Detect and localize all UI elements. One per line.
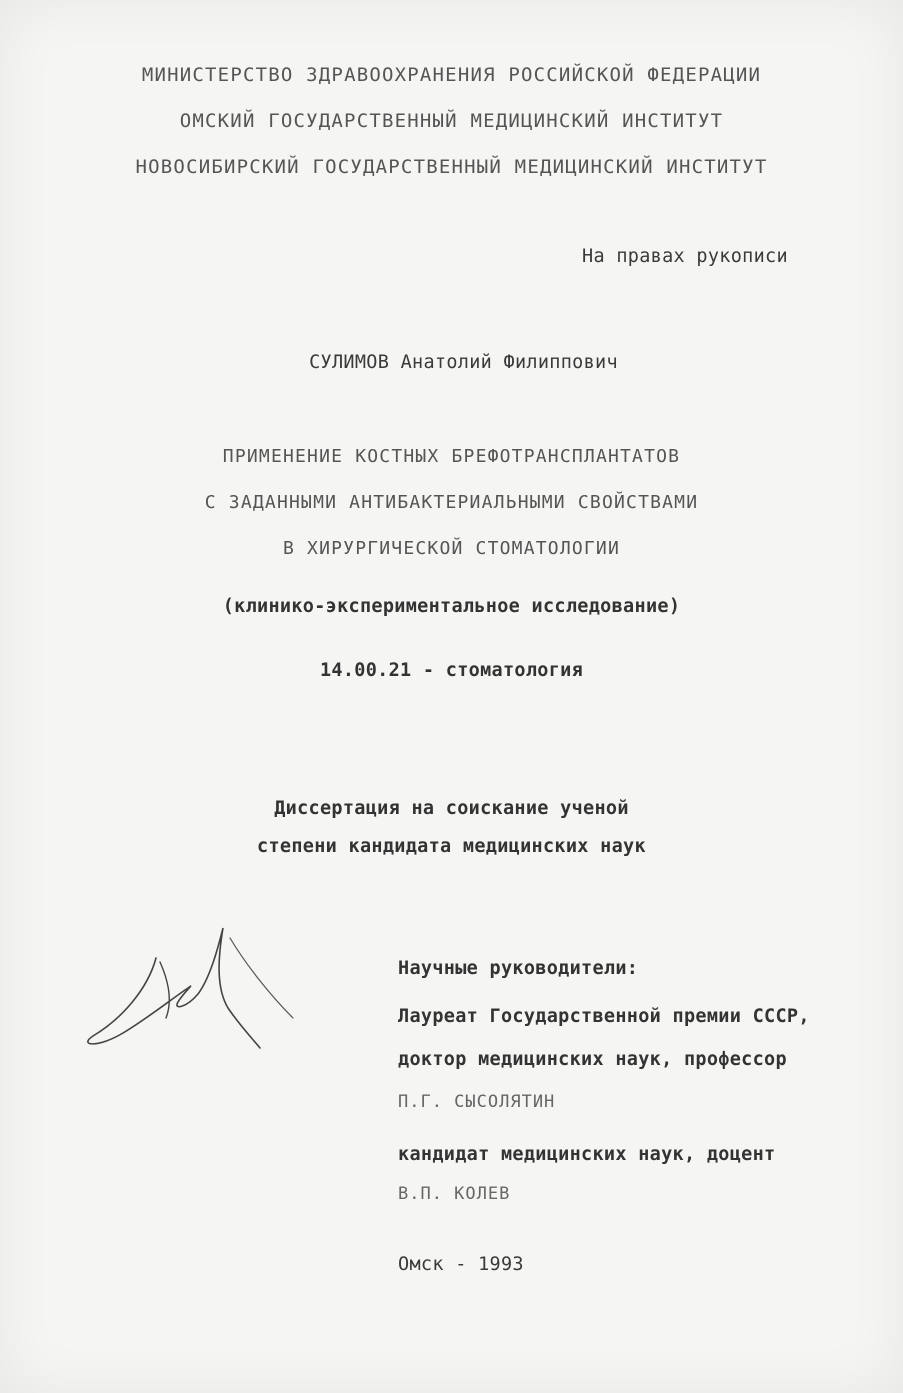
- title-line-1: ПРИМЕНЕНИЕ КОСТНЫХ БРЕФОТРАНСПЛАНТАТОВ: [222, 446, 681, 467]
- supervisor-1-title-line-1: Лауреат Государственной премии СССР,: [398, 1006, 810, 1027]
- title-line-2: С ЗАДАННЫМИ АНТИБАКТЕРИАЛЬНЫМИ СВОЙСТВАМИ: [204, 492, 699, 513]
- institute-line-1: ОМСКИЙ ГОСУДАРСТВЕННЫЙ МЕДИЦИНСКИЙ ИНСТИТУТ: [179, 110, 724, 132]
- handwritten-signature: [78, 918, 308, 1068]
- degree-line-1: Диссертация на соискание ученой: [274, 798, 629, 819]
- ministry-line: МИНИСТЕРСТВО ЗДРАВООХРАНЕНИЯ РОССИЙСКОЙ ФЕДЕРАЦИИ: [141, 64, 762, 86]
- supervisor-1-name: П.Г. СЫСОЛЯТИН: [398, 1092, 556, 1112]
- author-name: СУЛИМОВ Анатолий Филиппович: [309, 352, 618, 373]
- title-line-3: В ХИРУРГИЧЕСКОЙ СТОМАТОЛОГИИ: [282, 538, 621, 559]
- specialty-code: 14.00.21 - стоматология: [319, 660, 584, 681]
- manuscript-note: На правах рукописи: [582, 246, 788, 267]
- supervisor-2-title: кандидат медицинских наук, доцент: [398, 1144, 776, 1165]
- institute-line-2: НОВОСИБИРСКИЙ ГОСУДАРСТВЕННЫЙ МЕДИЦИНСКИЙ ИНСТИТУТ: [135, 156, 768, 178]
- supervisor-2-name: В.П. КОЛЕВ: [398, 1184, 511, 1204]
- supervisor-1-title-line-2: доктор медицинских наук, профессор: [398, 1049, 787, 1070]
- supervisors-heading: Научные руководители:: [398, 958, 639, 979]
- study-type: (клинико-экспериментальное исследование): [222, 596, 681, 617]
- place-and-year: Омск - 1993: [398, 1254, 524, 1275]
- degree-line-2: степени кандидата медицинских наук: [257, 836, 646, 857]
